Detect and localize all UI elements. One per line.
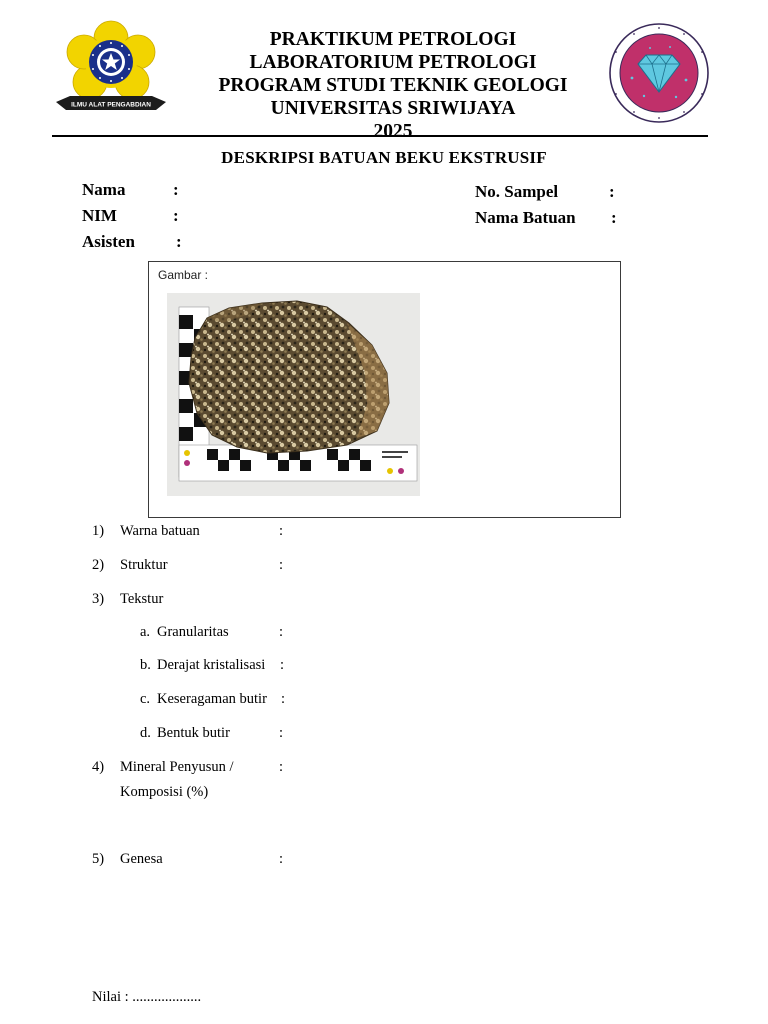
q3c-label-keseragaman-butir: Keseragaman butir: [157, 691, 267, 707]
q4-colon: :: [279, 759, 284, 775]
header-line-lab: LABORATORIUM PETROLOGI: [249, 52, 537, 73]
q3-label-tekstur: Tekstur: [120, 591, 164, 607]
picture-box: [148, 261, 621, 518]
nama-colon: :: [173, 180, 179, 199]
nama-label: Nama: [82, 180, 126, 199]
header-line-course: PRAKTIKUM PETROLOGI: [269, 29, 517, 50]
score-field: Nilai : ...................: [92, 989, 202, 1005]
university-logo: [52, 18, 170, 118]
rock-sample-photo: [167, 293, 420, 496]
q4-label-komposisi: Komposisi (%): [120, 784, 209, 800]
nama-batuan-label: Nama Batuan: [475, 208, 576, 227]
q3d-letter: d.: [140, 725, 151, 741]
q5-colon: :: [279, 851, 284, 867]
q2-colon: :: [279, 557, 284, 573]
header-divider: [52, 135, 708, 137]
asisten-colon: :: [176, 232, 182, 251]
q4-number: 4): [92, 759, 105, 775]
q1-number: 1): [92, 523, 105, 539]
q2-number: 2): [92, 557, 105, 573]
header-line-year: 2025: [373, 121, 413, 142]
q2-label-struktur: Struktur: [120, 557, 168, 573]
svg-text:ILMU ALAT PENGABDIAN: ILMU ALAT PENGABDIAN: [71, 101, 151, 109]
q4-label-mineral-penyusun: Mineral Penyusun /: [120, 759, 234, 775]
q5-number: 5): [92, 851, 105, 867]
asisten-label: Asisten: [82, 232, 135, 251]
nim-label: NIM: [82, 206, 117, 225]
q1-label-warna-batuan: Warna batuan: [120, 523, 200, 539]
no-sampel-label: No. Sampel: [475, 182, 559, 201]
q3c-colon: :: [281, 691, 286, 707]
q3a-label-granularitas: Granularitas: [157, 624, 229, 640]
header-line-university: UNIVERSITAS SRIWIJAYA: [270, 98, 516, 119]
q3b-colon: :: [280, 657, 285, 673]
nama-batuan-colon: :: [611, 208, 617, 227]
q5-label-genesa: Genesa: [120, 851, 163, 867]
header-line-program: PROGRAM STUDI TEKNIK GEOLOGI: [218, 75, 568, 96]
q3d-colon: :: [279, 725, 284, 741]
header-title-block: [190, 28, 596, 143]
q3a-colon: :: [279, 624, 284, 640]
nim-colon: :: [173, 206, 179, 225]
document-title: DESKRIPSI BATUAN BEKU EKSTRUSIF: [221, 148, 547, 167]
picture-label: Gambar :: [158, 268, 209, 282]
q1-colon: :: [279, 523, 284, 539]
lab-logo: [604, 22, 714, 124]
q3a-letter: a.: [140, 624, 151, 640]
q3b-letter: b.: [140, 657, 151, 673]
no-sampel-colon: :: [609, 182, 615, 201]
q3b-label-derajat-kristalisasi: Derajat kristalisasi: [157, 657, 266, 673]
q3c-letter: c.: [140, 691, 151, 707]
q3-number: 3): [92, 591, 105, 607]
q3d-label-bentuk-butir: Bentuk butir: [157, 725, 230, 741]
